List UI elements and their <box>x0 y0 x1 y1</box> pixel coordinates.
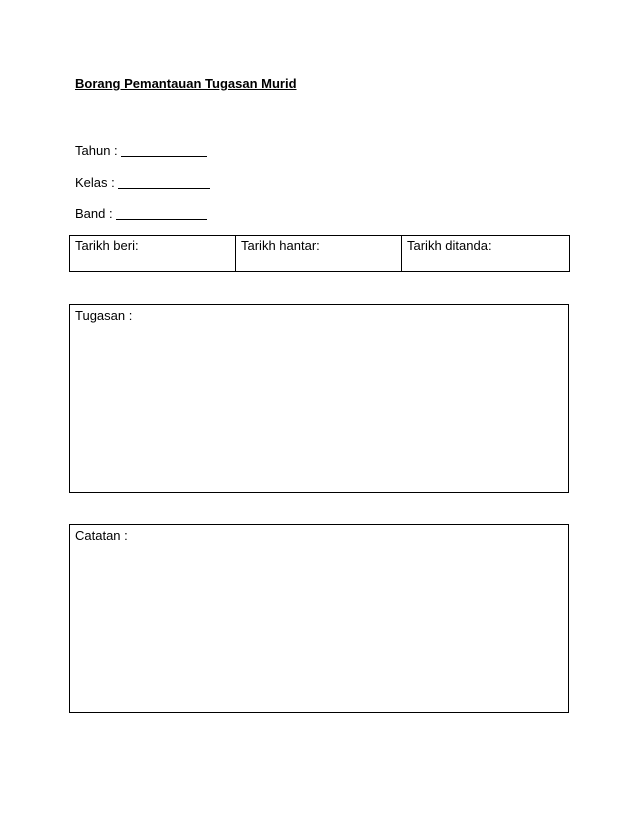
catatan-box[interactable] <box>69 524 569 713</box>
kelas-blank-line[interactable] <box>118 176 210 189</box>
kelas-label: Kelas : <box>75 175 115 190</box>
tugasan-box[interactable] <box>69 304 569 493</box>
tahun-blank-line[interactable] <box>121 144 207 157</box>
band-label: Band : <box>75 206 113 221</box>
tarikh-ditanda-label: Tarikh ditanda: <box>407 238 492 253</box>
tarikh-ditanda-cell[interactable] <box>402 236 570 272</box>
band-field <box>75 205 207 222</box>
dates-row <box>70 236 570 272</box>
dates-table <box>69 235 570 272</box>
band-blank-line[interactable] <box>116 207 207 220</box>
tugasan-label: Tugasan : <box>75 308 133 323</box>
form-title: Borang Pemantauan Tugasan Murid <box>75 76 297 91</box>
catatan-label: Catatan : <box>75 528 128 543</box>
tahun-field <box>75 142 207 159</box>
tarikh-hantar-cell[interactable] <box>236 236 402 272</box>
tahun-label: Tahun : <box>75 143 118 158</box>
tarikh-beri-label: Tarikh beri: <box>75 238 139 253</box>
tarikh-hantar-label: Tarikh hantar: <box>241 238 320 253</box>
tarikh-beri-cell[interactable] <box>70 236 236 272</box>
kelas-field <box>75 174 210 191</box>
